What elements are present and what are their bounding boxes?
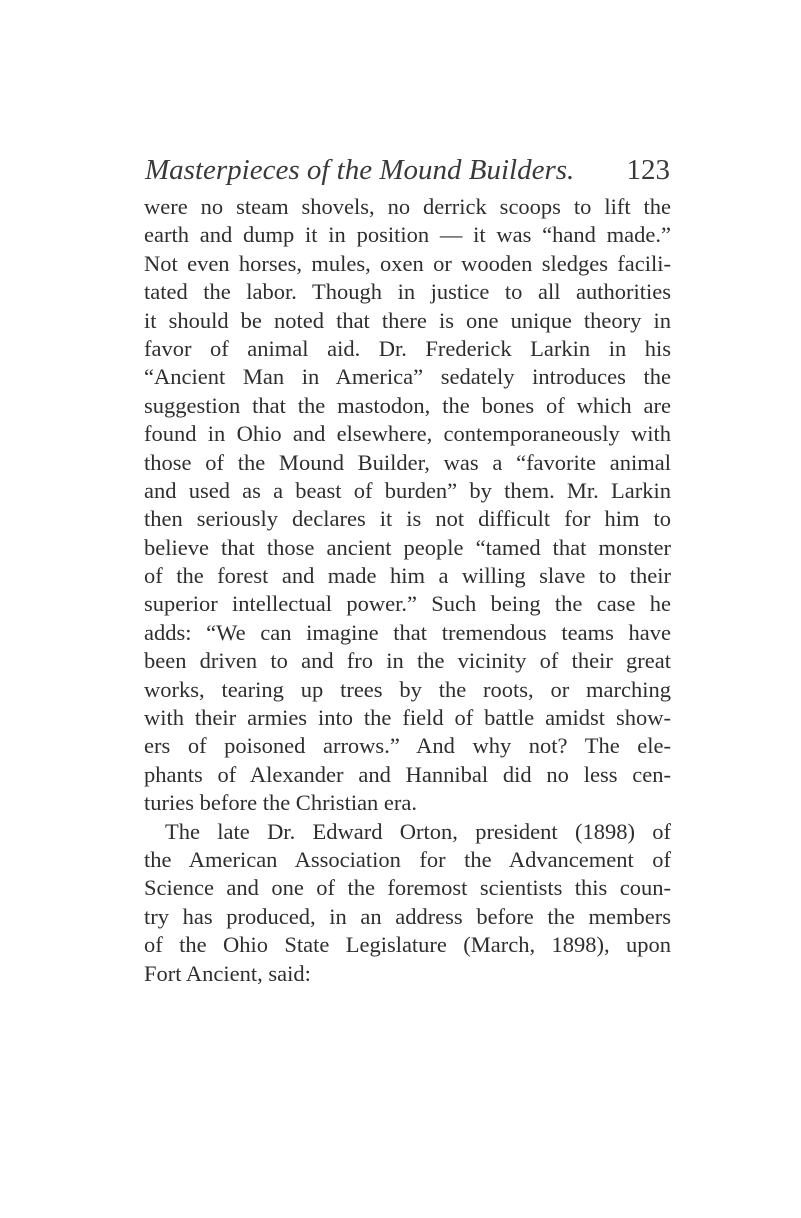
text-line: phants of Alexander and Hannibal did no less cen- [144, 761, 671, 787]
text-line: then seriously declares it is not difficult for him to [144, 506, 671, 532]
text-line: Fort Ancient, said: [144, 960, 311, 986]
text-line: Not even horses, mules, oxen or wooden sledges facili- [144, 250, 671, 276]
text-line: it should be noted that there is one unique theory in [144, 307, 671, 333]
text-line: try has produced, in an address before the members [144, 903, 671, 929]
text-line: with their armies into the field of battle amidst show- [144, 705, 671, 731]
text-line: suggestion that the mastodon, the bones of which are [144, 392, 671, 418]
text-line: were no steam shovels, no derrick scoops to lift the [144, 194, 671, 219]
text-line: of the forest and made him a willing slave to their [144, 563, 671, 589]
running-head [145, 150, 670, 190]
text-line: ers of poisoned arrows.” And why not? The ele- [144, 733, 671, 759]
text-line: the American Association for the Advancement of [144, 846, 671, 872]
text-line: Science and one of the foremost scientists this coun- [144, 875, 671, 901]
text-line: works, tearing up trees by the roots, or marching [144, 676, 671, 702]
text-line: found in Ohio and elsewhere, contemporaneously with [144, 421, 671, 447]
text-line: believe that those ancient people “tamed that monster [144, 534, 671, 560]
body-text [144, 193, 671, 988]
text-line: earth and dump it in position — it was “hand made.” [144, 222, 671, 248]
text-line: turies before the Christian era. [144, 790, 418, 816]
page-number: 123 [626, 154, 670, 186]
paragraph-first-line: The late Dr. Edward Orton, president (1898) of [165, 818, 671, 844]
text-line: been driven to and fro in the vicinity of their great [144, 648, 671, 674]
text-line: and used as a beast of burden” by them. Mr. Larkin [144, 477, 671, 503]
text-line: “Ancient Man in America” sedately introduces the [144, 364, 671, 390]
text-line: of the Ohio State Legislature (March, 1898), upon [144, 932, 671, 958]
text-line: tated the labor. Though in justice to all authorities [144, 279, 671, 305]
text-line: those of the Mound Builder, was a “favorite animal [144, 449, 671, 475]
text-line: favor of animal aid. Dr. Frederick Larkin in his [144, 335, 671, 361]
running-head-title: Masterpieces of the Mound Builders. [145, 154, 575, 186]
text-line: superior intellectual power.” Such being the case he [144, 591, 671, 617]
text-line: adds: “We can imagine that tremendous teams have [144, 619, 671, 645]
